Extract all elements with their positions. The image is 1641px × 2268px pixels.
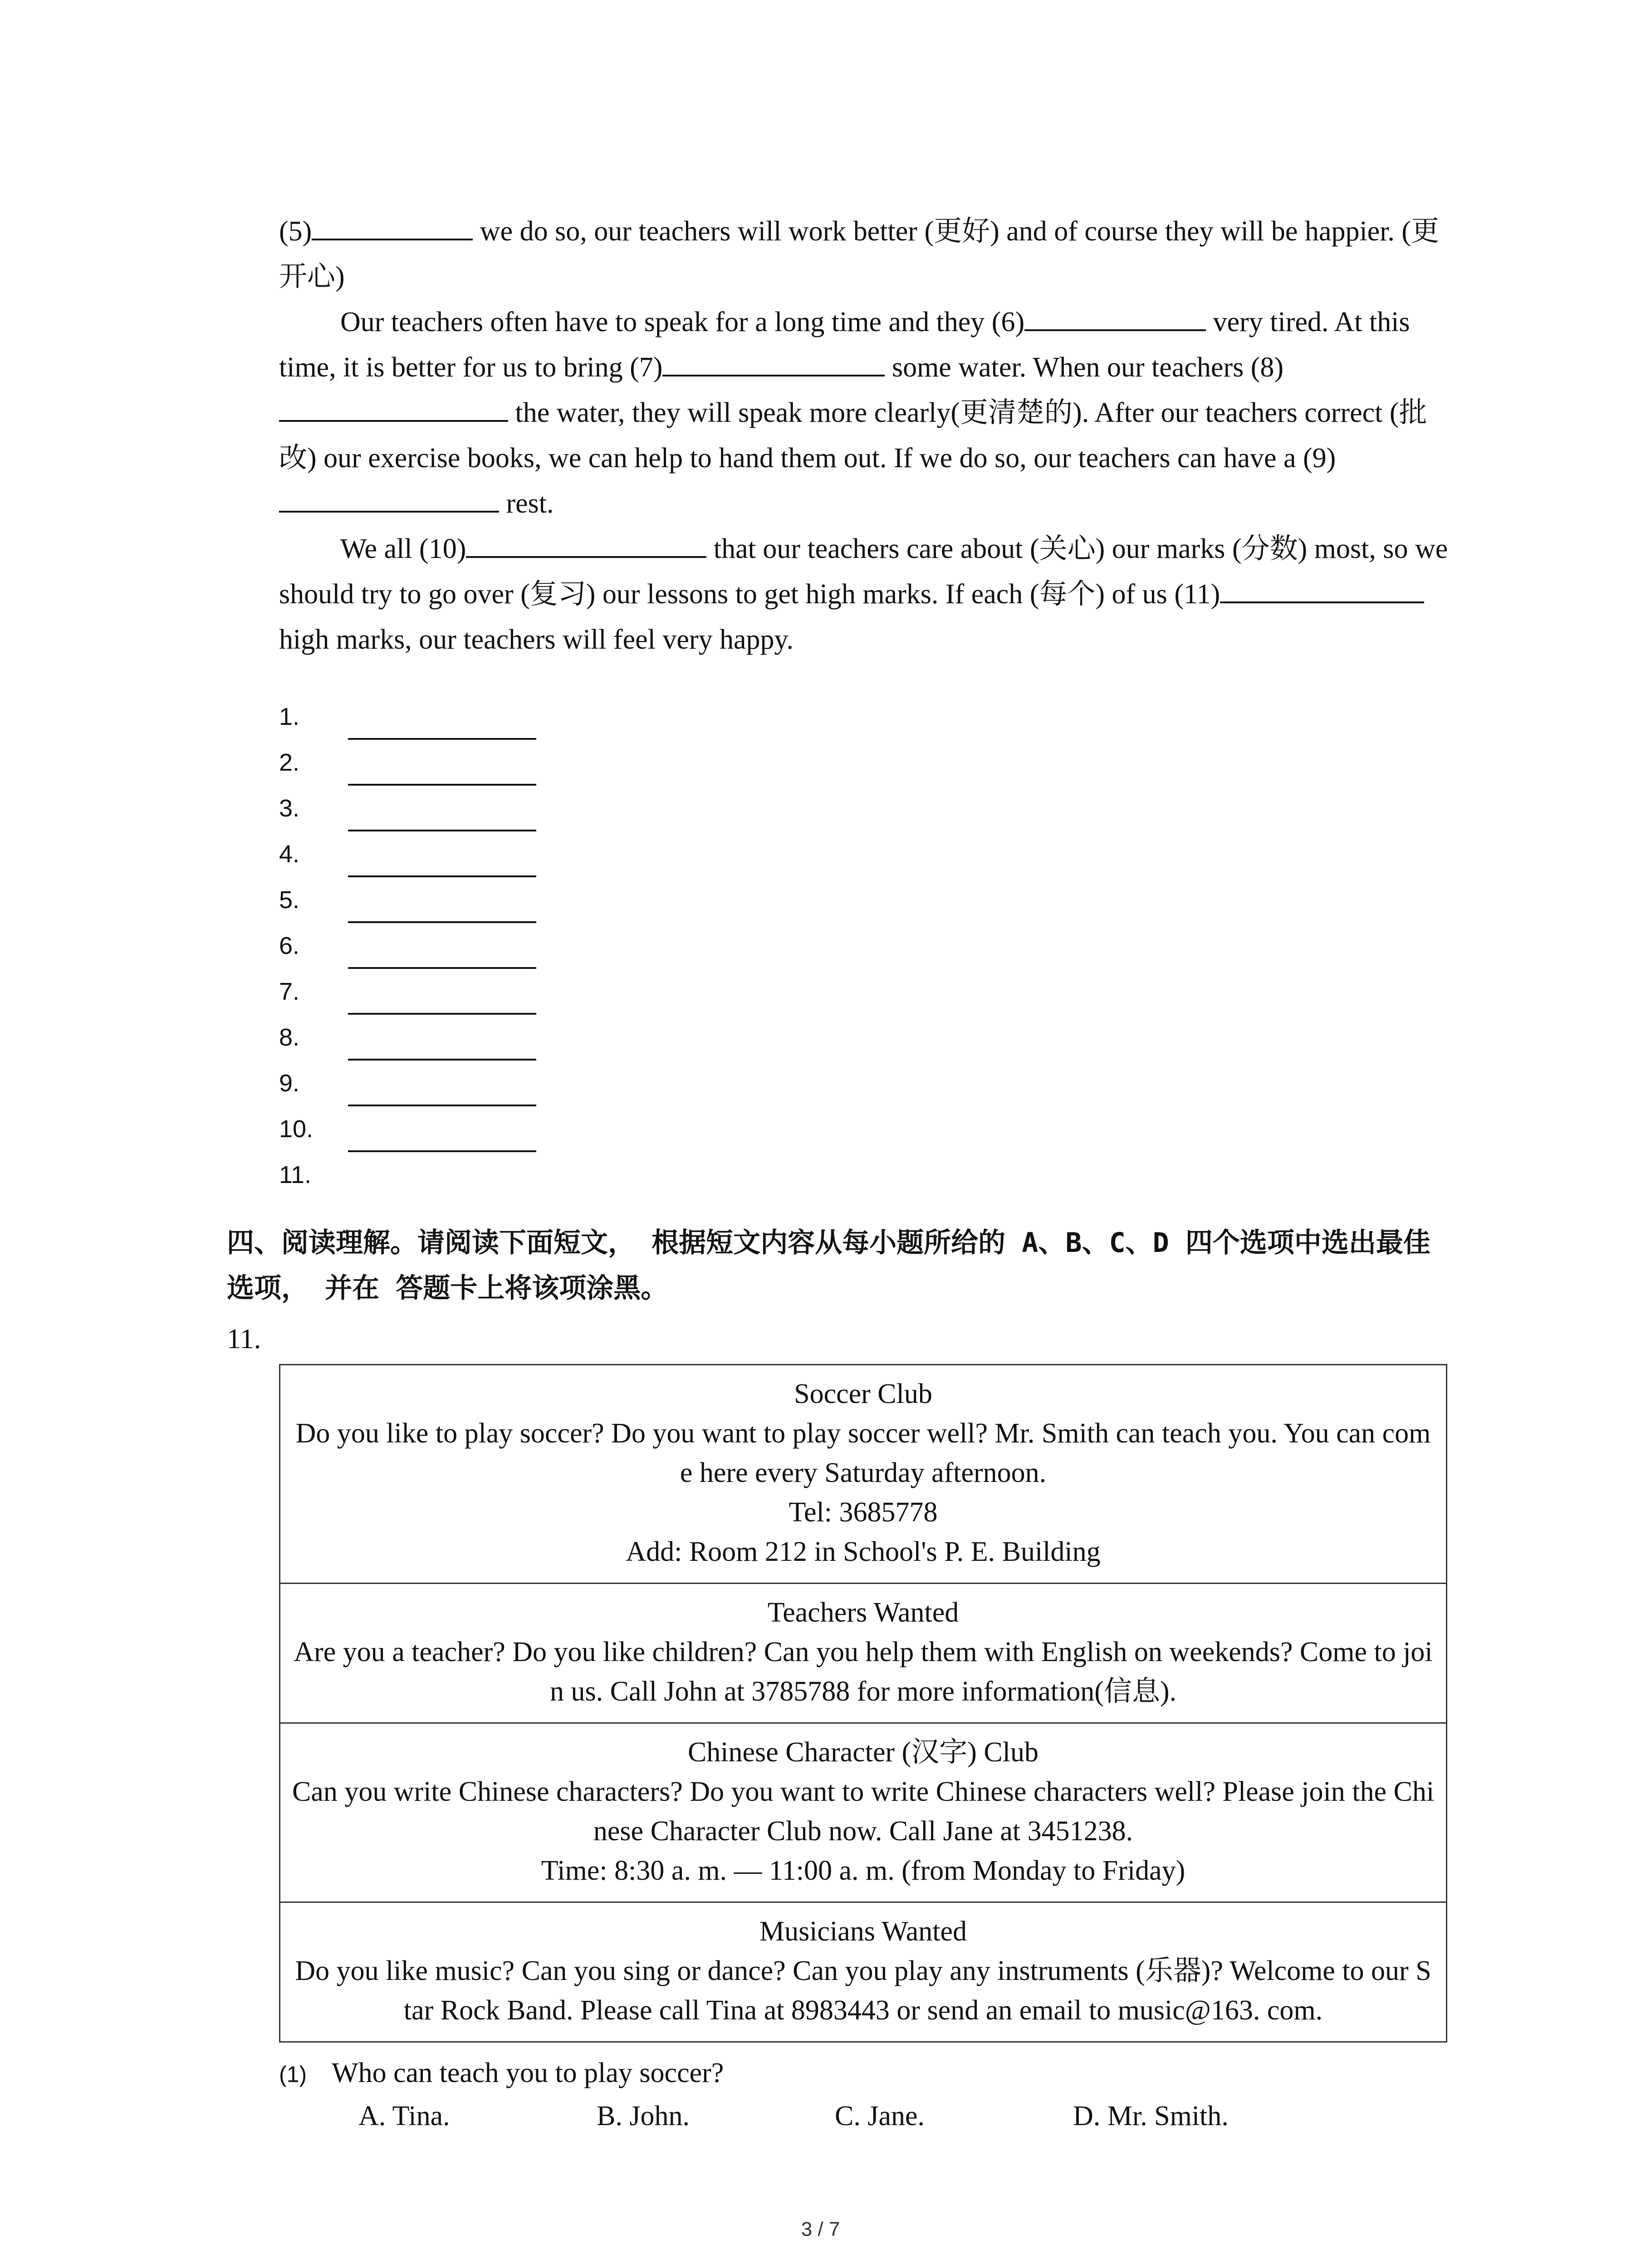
answer-line[interactable] <box>348 921 536 923</box>
ad-soccer-club <box>280 1365 1447 1584</box>
answer-line[interactable] <box>348 1150 536 1152</box>
answer-line[interactable] <box>348 830 536 831</box>
blank-6 <box>1024 302 1206 331</box>
option-c[interactable]: C. Jane. <box>835 2101 925 2131</box>
answer-line[interactable] <box>348 1105 536 1106</box>
table-row <box>280 1902 1447 2042</box>
answer-row: 11. <box>279 1161 312 1188</box>
ads-table <box>279 1364 1447 2043</box>
blank-9 <box>279 484 499 513</box>
section-heading: 四、阅读理解。请阅读下面短文， 根据短文内容从每小题所给的 A、B、C、D 四个选项中选出最佳选项， 并在 答题卡上将该项涂黑。 <box>227 1227 1430 1304</box>
answer-row: 7. <box>279 976 642 1022</box>
ad-musicians-wanted <box>280 1902 1447 2042</box>
blank-10 <box>466 529 706 558</box>
passage-paragraph-1: (5) we do so, our teachers will work better (更好) and of course they will be happier. (更开心) <box>279 209 1450 299</box>
answer-row: 8. <box>279 1022 642 1067</box>
answer-lines <box>279 701 642 1205</box>
blank-11 <box>1220 574 1424 603</box>
ad-text: Do you like to play soccer? Do you want to play soccer well? Mr. Smith can teach you. You can come here every Saturday afternoon. <box>295 1418 1431 1488</box>
option-b[interactable]: B. John. <box>597 2101 690 2131</box>
question-1 <box>279 2053 724 2095</box>
answer-row: 2. <box>279 747 642 792</box>
ad-teachers-wanted <box>280 1584 1447 1723</box>
ad-chinese-character-club <box>280 1723 1447 1902</box>
answer-row: 5. <box>279 884 642 930</box>
cloze-passage <box>279 209 1450 662</box>
answer-line[interactable] <box>348 1059 536 1061</box>
ad-text: Add: Room 212 in School's P. E. Building <box>626 1536 1101 1567</box>
table-row <box>280 1723 1447 1902</box>
ad-title: Musicians Wanted <box>759 1916 967 1947</box>
blank-5 <box>312 211 473 240</box>
ad-text: Can you write Chinese characters? Do you want to write Chinese characters well? Please join the Chinese Character Club now. Call Jane at 3451238. <box>292 1776 1435 1847</box>
answer-line[interactable] <box>348 1013 536 1015</box>
ad-title: Chinese Character (汉字) Club <box>687 1737 1039 1768</box>
ad-text: Are you a teacher? Do you like children? Can you help them with English on weekends? Come to join us. Call John at 3785788 for more information(信息). <box>294 1637 1433 1707</box>
ad-text: Do you like music? Can you sing or dance? Can you play any instruments (乐器)? Welcome to our Star Rock Band. Please call Tina at 8983443 or send an email to music@163. com. <box>295 1955 1431 2026</box>
ad-title: Teachers Wanted <box>767 1597 959 1628</box>
table-row <box>280 1584 1447 1723</box>
table-row <box>280 1365 1447 1584</box>
answer-row: 1. <box>279 701 642 747</box>
question-text: Who can teach you to play soccer? <box>332 2058 724 2088</box>
answer-row: 6. <box>279 930 642 976</box>
passage-paragraph-2: Our teachers often have to speak for a long time and they (6) very tired. At this time, it is better for us to bring (7) some water. When our teachers (8) the water, they will speak more clearly(更清楚的). After our teachers correct (批改) our exercise books, we can help to hand them out. If we do so, our teachers can have a (9) rest. <box>279 299 1450 526</box>
blank-7 <box>662 347 885 376</box>
passage-paragraph-3: We all (10) that our teachers care about (关心) our marks (分数) most, so we should try to go over (复习) our lessons to get high marks. If each (每个) of us (11) high marks, our teachers will feel very happy. <box>279 526 1450 662</box>
blank-8 <box>279 393 508 422</box>
ad-title: Soccer Club <box>794 1378 932 1409</box>
page-number: 3 / 7 <box>801 2218 840 2240</box>
option-d[interactable]: D. Mr. Smith. <box>1073 2101 1229 2131</box>
question-tag: (1) <box>279 2062 307 2087</box>
answer-line[interactable] <box>348 967 536 969</box>
answer-line[interactable] <box>348 875 536 877</box>
ad-text: Tel: 3685778 <box>789 1497 938 1528</box>
question-number: 11. <box>227 1324 261 1354</box>
answer-row: 4. <box>279 838 642 884</box>
answer-row: 10. <box>279 1113 642 1159</box>
answer-row: 3. <box>279 792 642 838</box>
option-a[interactable]: A. Tina. <box>358 2101 450 2131</box>
answer-line[interactable] <box>348 738 536 740</box>
answer-line[interactable] <box>348 784 536 786</box>
answer-row: 9. <box>279 1067 642 1113</box>
ad-text: Time: 8:30 a. m. — 11:00 a. m. (from Monday to Friday) <box>541 1855 1185 1886</box>
